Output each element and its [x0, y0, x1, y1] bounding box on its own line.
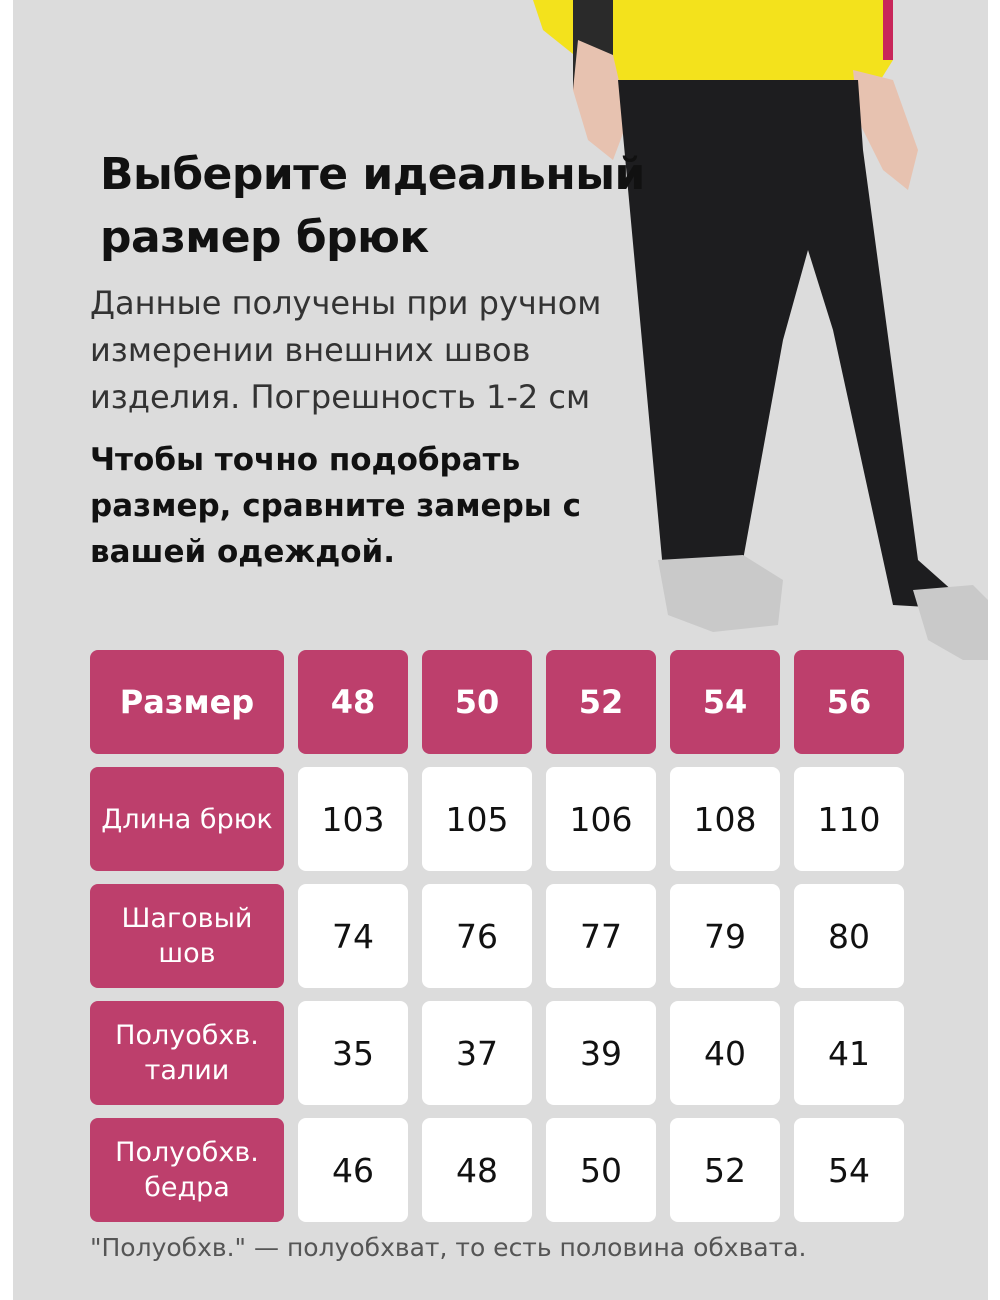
- table-row: [90, 884, 906, 988]
- value-cell: 46: [298, 1118, 408, 1222]
- size-header-cell: 56: [794, 650, 904, 754]
- value-cell: 35: [298, 1001, 408, 1105]
- value-cell: 106: [546, 767, 656, 871]
- page-title: Выберите идеальный размер брюк: [100, 149, 645, 263]
- footnote: "Полуобхв." — полуобхват, то есть половина обхвата.: [90, 1233, 807, 1262]
- value-cell: 76: [422, 884, 532, 988]
- size-header-cell: 48: [298, 650, 408, 754]
- value-cell: 48: [422, 1118, 532, 1222]
- comparison-note: Чтобы точно подобрать размер, сравните замеры с вашей одеждой.: [90, 442, 581, 570]
- value-cell: 37: [422, 1001, 532, 1105]
- value-cell: 52: [670, 1118, 780, 1222]
- value-cell: 77: [546, 884, 656, 988]
- table-row: [90, 767, 906, 871]
- value-cell: 40: [670, 1001, 780, 1105]
- size-header-row: [90, 650, 906, 754]
- value-cell: 103: [298, 767, 408, 871]
- value-cell: 74: [298, 884, 408, 988]
- size-guide-card: [13, 0, 988, 1300]
- value-cell: 54: [794, 1118, 904, 1222]
- row-label-pants-length: Длина брюк: [90, 767, 284, 871]
- size-header-cell: 52: [546, 650, 656, 754]
- table-row: [90, 1001, 906, 1105]
- size-header-label: Размер: [90, 650, 284, 754]
- value-cell: 39: [546, 1001, 656, 1105]
- row-label-inseam: Шаговый шов: [90, 884, 284, 988]
- measurement-description: Данные получены при ручном измерении внешних швов изделия. Погрешность 1-2 см: [90, 284, 602, 416]
- value-cell: 41: [794, 1001, 904, 1105]
- value-cell: 105: [422, 767, 532, 871]
- table-row: [90, 1118, 906, 1222]
- value-cell: 110: [794, 767, 904, 871]
- value-cell: 80: [794, 884, 904, 988]
- size-header-cell: 50: [422, 650, 532, 754]
- value-cell: 79: [670, 884, 780, 988]
- row-label-half-waist: Полуобхв. талии: [90, 1001, 284, 1105]
- value-cell: 50: [546, 1118, 656, 1222]
- row-label-half-hip: Полуобхв. бедра: [90, 1118, 284, 1222]
- size-header-cell: 54: [670, 650, 780, 754]
- value-cell: 108: [670, 767, 780, 871]
